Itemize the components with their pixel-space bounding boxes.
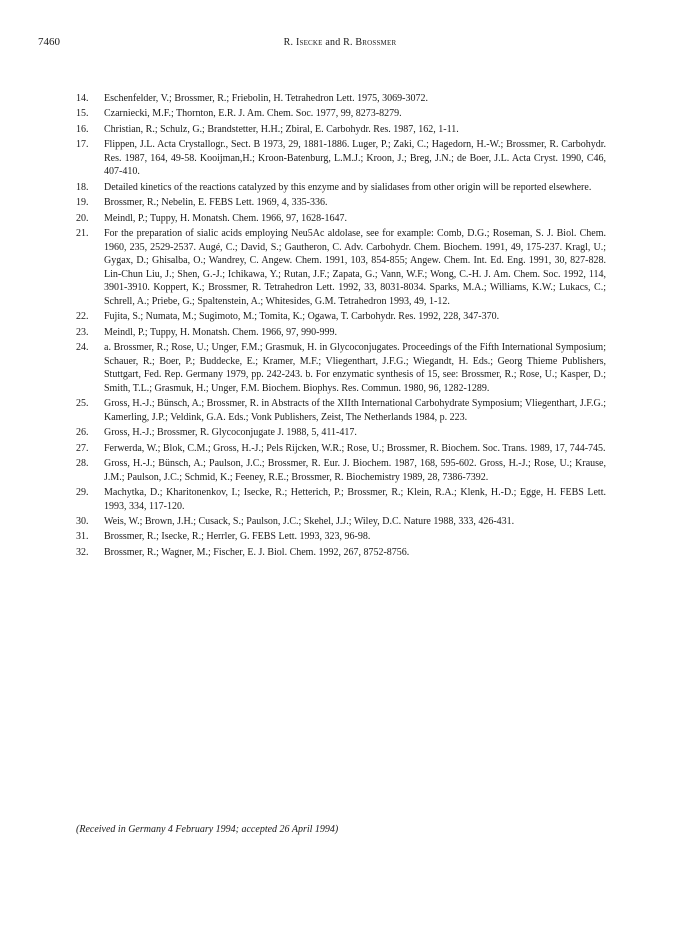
reference-number: 20. [76,212,89,224]
reference-number: 26. [76,427,89,439]
reference-text: Czarniecki, M.F.; Thornton, E.R. J. Am. Chem. Soc. 1977, 99, 8273-8279. [104,108,402,120]
reference-item [76,123,606,137]
reference-text: Eschenfelder, V.; Brossmer, R.; Friebolin, H. Tetrahedron Lett. 1975, 3069-3072. [104,93,429,104]
reference-number: 30. [76,515,89,527]
author-initial-1: R. [283,37,296,48]
reference-item [76,515,606,529]
reference-number: 25. [76,398,89,410]
reference-text: Fujita, S.; Numata, M.; Sugimoto, M.; Tomita, K.; Ogawa, T. Carbohydr. Res. 1992, 228, 347-370. [104,311,500,323]
reference-item [76,486,606,513]
reference-number: 28. [76,458,89,469]
reference-list [76,92,606,561]
reference-number: 27. [76,442,89,454]
reference-number: 15. [76,108,89,120]
reference-number: 14. [76,93,89,104]
reference-text: For the preparation of sialic acids employing Neu5Ac aldolase, see for example: Comb, D.G.; Roseman, S. J. Biol. Chem. 1960, 235, 2529-2537. Augé, C.; David, S.; Gautheron, C. Adv. Carbohydr. Chem. Biochem. 1991, 49, 175-237. Kragl, U.; Gygax, D.; Ghisalba, O.; Wandrey, C. Angew. Chem. 1991, 103, 854-855; Angew. Chem. Int. Ed. Eng. 1991, 30, 827-828. Lin-Chun Liu, J.; Shen, G.-J.; Ichikawa, Y.; Rutan, J.F.; Zapata, G.; Vann, W.F.; Wong, C.-H. J. Am. Chem. Soc. 1992, 114, 3901-3910. Koppert, K.; Brossmer, R. Tetrahedron Lett. 1992, 33, 8031-8034. Sparks, M.A.; Williams, K.W.; Lukacs, C.; Schrell, A.; Priebe, G.; Spaltenstein, A.; Whitesides, G.M. Tetrahedron 1993, 49, 1-12. [104,227,606,307]
reference-item [76,92,606,106]
reference-item [76,107,606,121]
reference-text: Meindl, P.; Tuppy, H. Monatsh. Chem. 1966, 97, 1628-1647. [104,212,347,224]
reference-text: Meindl, P.; Tuppy, H. Monatsh. Chem. 1966, 97, 990-999. [104,326,337,338]
reference-number: 29. [76,486,89,498]
reference-number: 16. [76,123,89,135]
reference-item [76,310,606,324]
reference-text: Gross, H.-J.; Brossmer, R. Glycoconjugate J. 1988, 5, 411-417. [104,427,357,439]
reference-item [76,181,606,195]
reference-item [76,530,606,544]
reference-item [76,457,606,484]
received-accepted-note: (Received in Germany 4 February 1994; accepted 26 April 1994) [76,824,339,835]
running-head-authors [0,37,680,48]
reference-item [76,546,606,560]
reference-item [76,138,606,179]
reference-text: Flippen, J.L. Acta Crystallogr., Sect. B 1973, 29, 1881-1886. Luger, P.; Zaki, C.; Hagedorn, H.-W.; Brossmer, R. Carbohydr. Res. 1987, 164, 49-58. Kooijman,H.; Kroon-Batenburg, L.M.J.; Kroon, J.; Breg, J.N.; de Boer, J.L. Acta Cryst. 1990, C46, 407-410. [104,139,606,178]
reference-text: a. Brossmer, R.; Rose, U.; Unger, F.M.; Grasmuk, H. in Glycoconjugates. Proceedings of the Fifth International Symposium; Schauer, R.; Boer, P.; Buddecke, E.; Kramer, M.F.; Vliegenthart, J.F.G.; Wiegandt, H. Eds.; Georg Thieme Publishers, Stuttgart, Fed. Rep. Germany 1979, pp. 242-243. b. For enzymatic synthesis of 15, see: Brossmer, R.; Rose, U.; Kasper, D.; Smith, T.L.; Grasmuk, H.; Unger, F.M. Biochem. Biophys. Res. Commun. 1980, 96, 1282-1289. [104,342,606,394]
reference-item [76,341,606,395]
reference-text: Brossmer, R.; Nebelin, E. FEBS Lett. 1969, 4, 335-336. [104,197,328,209]
reference-item [76,227,606,309]
reference-number: 19. [76,197,89,209]
reference-text: Machytka, D.; Kharitonenkov, I.; Isecke, R.; Hetterich, P.; Brossmer, R.; Klein, R.A.; Klenk, H.-D.; Egge, H. FEBS Lett. 1993, 334, 117-120. [104,486,606,512]
reference-text: Christian, R.; Schulz, G.; Brandstetter, H.H.; Zbiral, E. Carbohydr. Res. 1987, 162, 1-11. [104,123,459,135]
reference-text: Detailed kinetics of the reactions catalyzed by this enzyme and by sialidases from other origin will be reported elsewhere. [104,181,592,193]
reference-number: 31. [76,531,89,543]
reference-item [76,196,606,210]
reference-item [76,426,606,440]
reference-text: Weis, W.; Brown, J.H.; Cusack, S.; Paulson, J.C.; Skehel, J.J.; Wiley, D.C. Nature 1988, 333, 426-431. [104,515,515,527]
reference-item [76,326,606,340]
reference-number: 24. [76,342,89,354]
reference-text: Brossmer, R.; Isecke, R.; Herrler, G. FEBS Lett. 1993, 323, 96-98. [104,531,371,543]
reference-number: 22. [76,311,89,323]
reference-text: Gross, H.-J.; Bünsch, A.; Paulson, J.C.; Brossmer, R. Eur. J. Biochem. 1987, 168, 595-602. Gross, H.-J.; Rose, U.; Krause, J.M.; Paulson, J.C.; Schmid, K.; Feeney, R.E.; Brossmer, R. Biochemistry 1989, 28, 7386-7392. [104,458,606,483]
reference-number: 17. [76,139,89,151]
reference-item [76,212,606,226]
page-number: 7460 [38,36,60,48]
reference-number: 23. [76,326,89,338]
reference-item [76,397,606,424]
reference-text: Ferwerda, W.; Blok, C.M.; Gross, H.-J.; Pels Rijcken, W.R.; Rose, U.; Brossmer, R. Biochem. Soc. Trans. 1989, 17, 744-745. [104,442,606,454]
reference-text: Brossmer, R.; Wagner, M.; Fischer, E. J. Biol. Chem. 1992, 267, 8752-8756. [104,546,410,558]
reference-text: Gross, H.-J.; Bünsch, A.; Brossmer, R. in Abstracts of the XIIth International Carbohydrate Symposium; Vliegenthart, J.F.G.; Kamerling, J.P.; Veldink, G.A. Eds.; Vonk Publishers, Zeist, The Netherlands 1984, p. 223. [104,398,606,423]
author-surname-1: Isecke [295,37,323,48]
reference-item [76,442,606,456]
reference-number: 21. [76,227,89,239]
author-connector: and R. [322,37,356,48]
author-surname-2: Brossmer [355,37,397,48]
reference-number: 32. [76,546,89,558]
reference-number: 18. [76,181,89,193]
